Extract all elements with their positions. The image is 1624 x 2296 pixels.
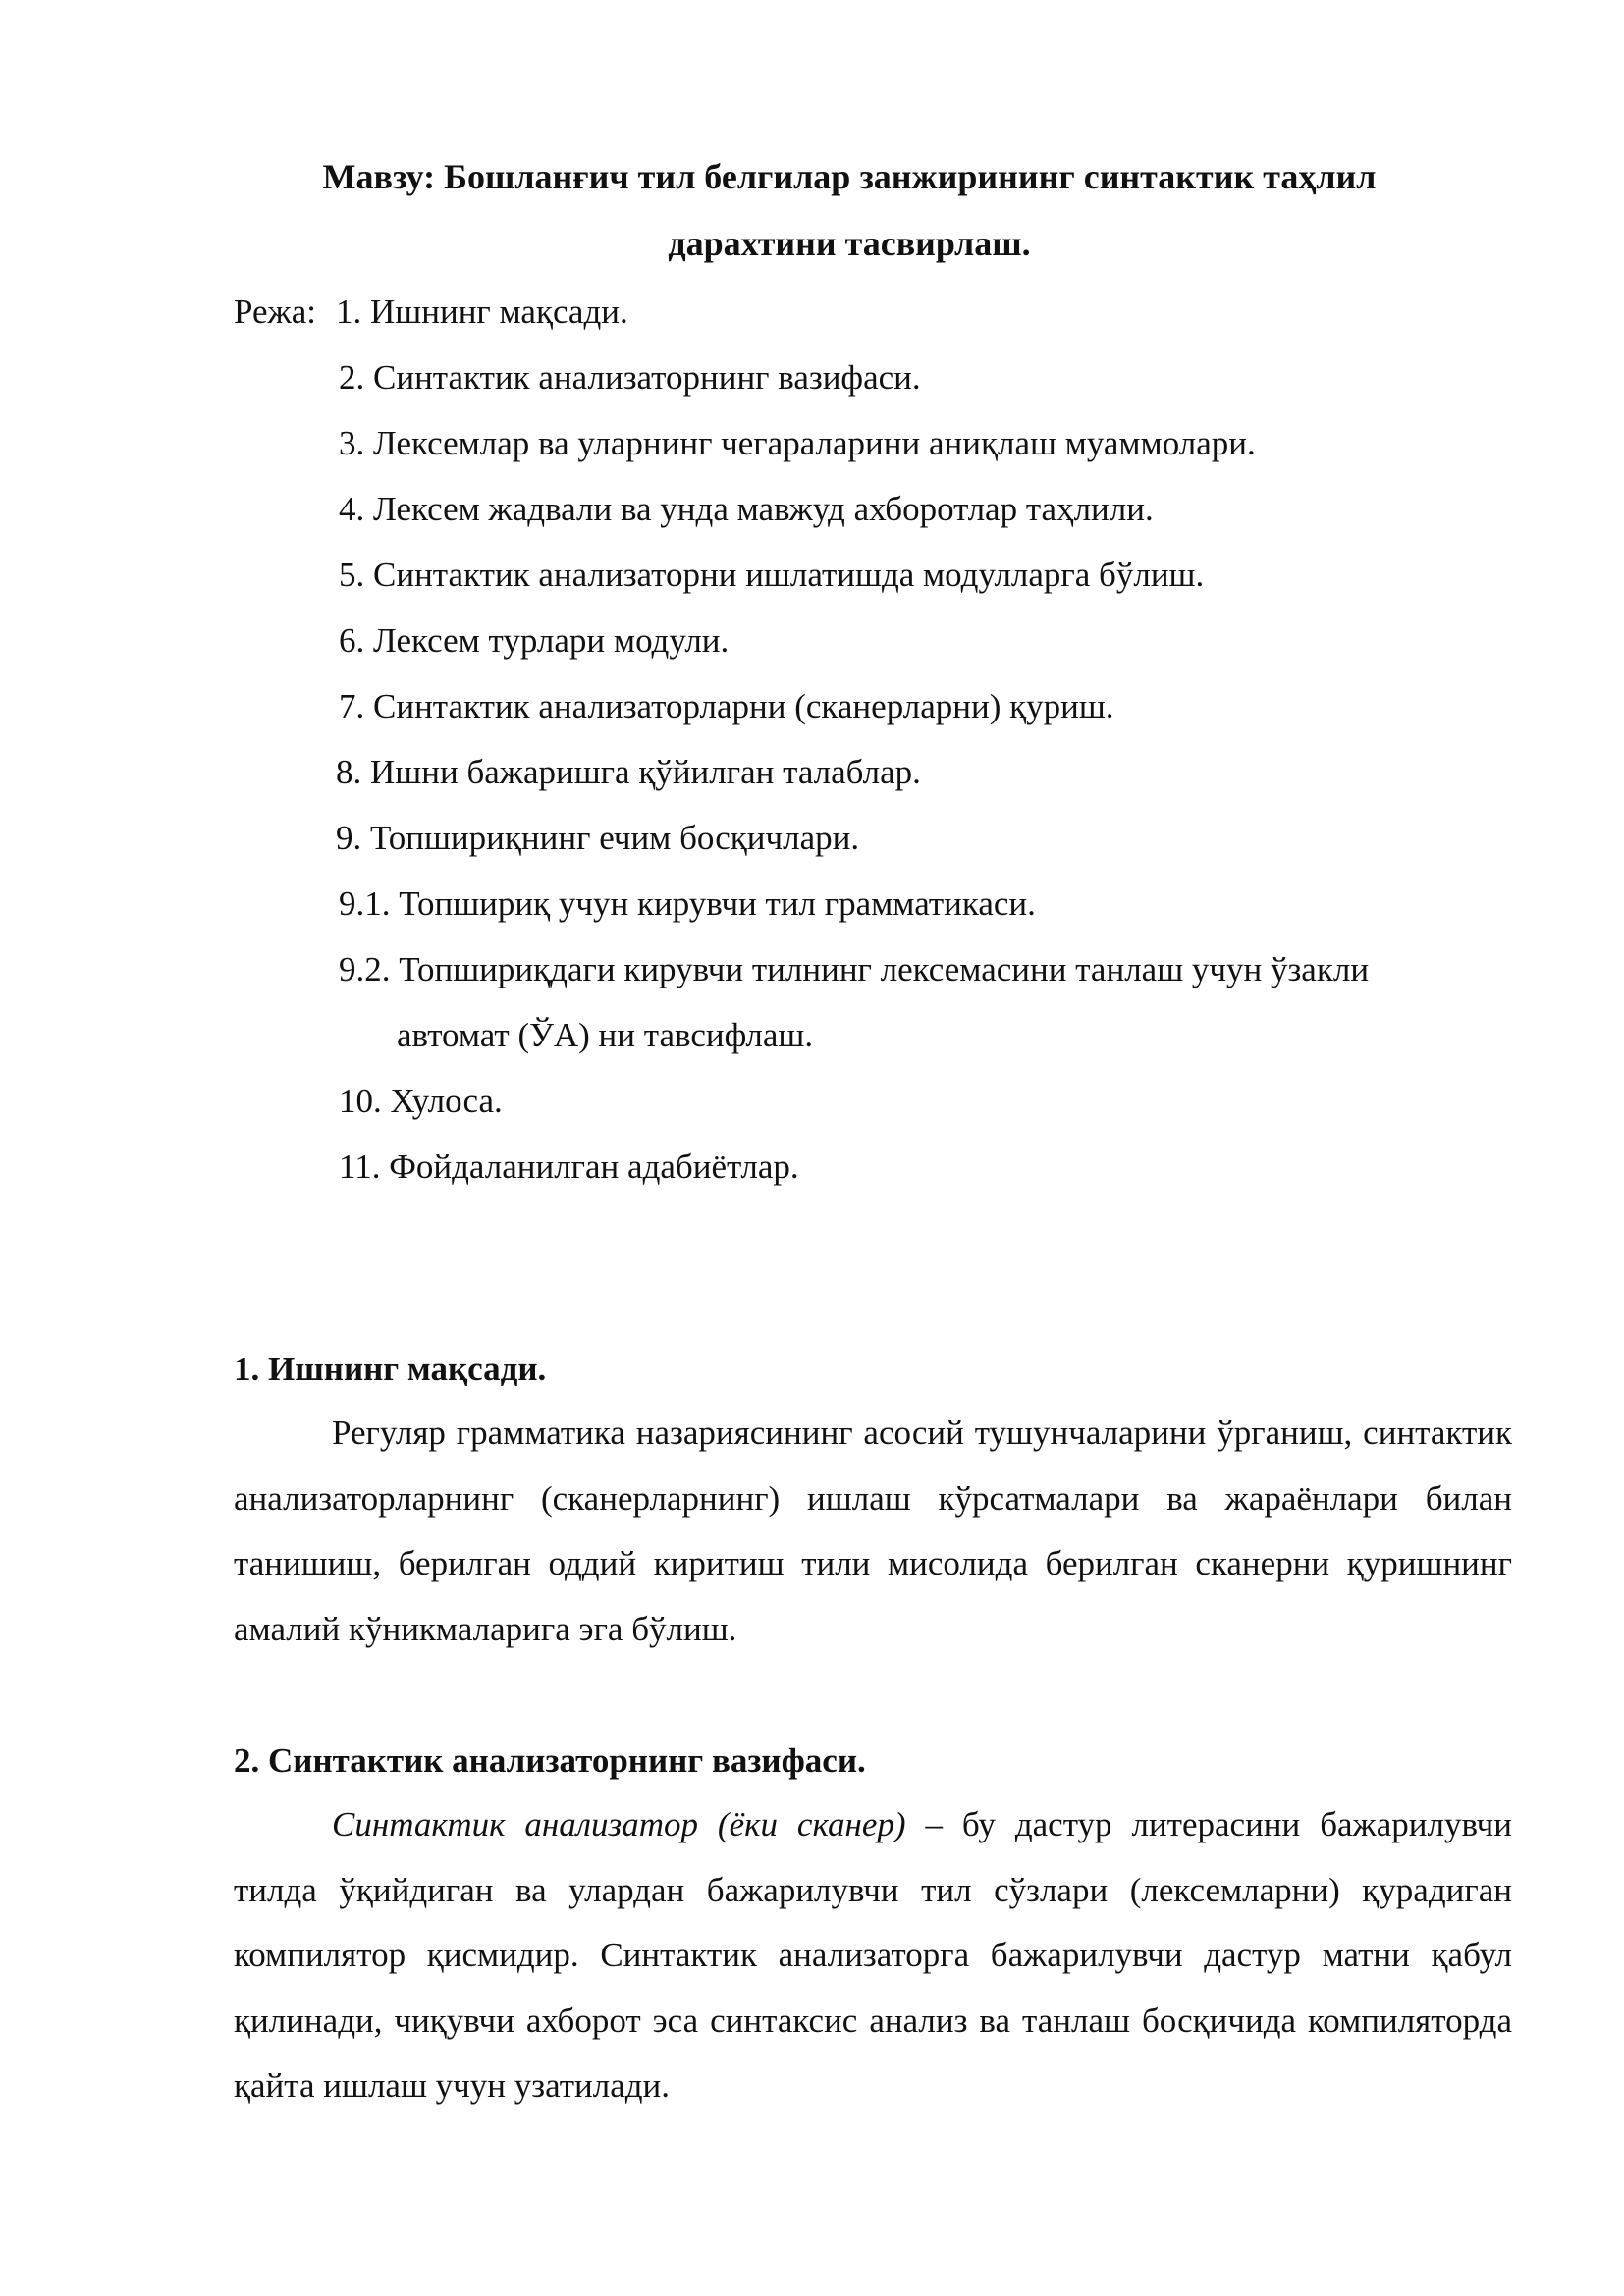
document-title-line-1: Мавзу: Бошланғич тил белгилар занжирининг синтактик таҳлил (322, 157, 1377, 196)
plan-item: 1. Ишнинг мақсади. (336, 293, 628, 331)
plan-item: автомат (ЎА) ни тавсифлаш. (397, 1016, 814, 1054)
plan-item: 4. Лексем жадвали ва унда мавжуд ахборотлар таҳлили. (339, 490, 1154, 528)
section-1-paragraph: Регуляр грамматика назариясининг асосий тушунчаларини ўрганиш, синтактик анализаторларнинг (сканерларнинг) ишлаш кўрсатмалари ва жараёнлари билан танишиш, берилган оддий киритиш тили мисолида берилган сканерни қуришнинг амалий кўникмаларига эга бўлиш. (234, 1414, 1512, 1648)
plan-item: 5. Синтактик анализаторни ишлатишда модулларга бўлиш. (339, 556, 1205, 594)
plan-item: 6. Лексем турлари модули. (339, 621, 730, 660)
plan-item: 2. Синтактик анализаторнинг вазифаси. (339, 358, 921, 397)
plan-item: 3. Лексемлар ва уларнинг чегараларини аниқлаш муаммолари. (339, 424, 1256, 462)
section-1-heading: 1. Ишнинг мақсади. (234, 1350, 547, 1388)
plan-item: 8. Ишни бажаришга қўйилган талаблар. (336, 753, 921, 791)
plan-item: 9.2. Топшириқдаги кирувчи тилнинг лексемасини танлаш учун ўзакли (339, 950, 1370, 988)
plan-item: 7. Синтактик анализаторларни (сканерларни) қуриш. (339, 687, 1114, 725)
plan-item: 9. Топшириқнинг ечим босқичлари. (336, 819, 860, 857)
section-2-paragraph (234, 1792, 1512, 2119)
plan-item: 9.1. Топшириқ учун кирувчи тил грамматикаси. (339, 884, 1036, 923)
section-2-heading: 2. Синтактик анализаторнинг вазифаси. (234, 1741, 866, 1780)
plan-item: 10. Хулоса. (339, 1082, 503, 1120)
plan-label: Режа: (234, 293, 316, 331)
defined-term: Синтактик анализатор (ёки сканер) (332, 1805, 906, 1843)
definition-text: – бу дастур литерасини бажарилувчи тилда ўқийдиган ва улардан бажарилувчи тил сўзлари (лексемларни) қурадиган компилятор қисмидир. Синтактик анализаторга бажарилувчи дастур матни қабул қилинади, чиқувчи ахборот эса синтаксис анализ ва танлаш босқичида компиляторда қайта ишлаш учун узатилади. (234, 1805, 1512, 2105)
document-title-line-2: дарахтини тасвирлаш. (668, 224, 1031, 263)
plan-item: 11. Фойдаланилган адабиётлар. (339, 1148, 799, 1186)
